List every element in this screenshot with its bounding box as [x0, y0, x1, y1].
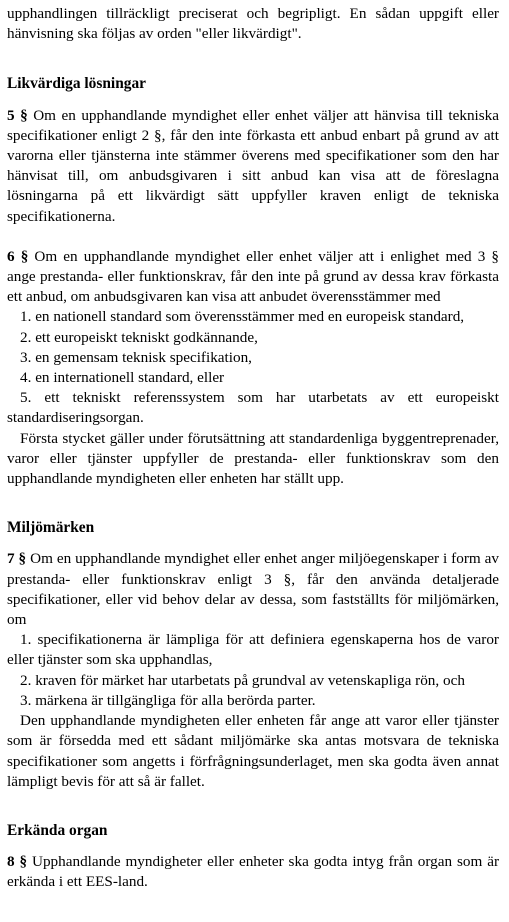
list-item: 2. kraven för märket har utarbetats på grundval av vetenskapliga rön, och	[20, 671, 465, 689]
paragraph-8-text: Upphandlande myndigheter eller enheter ska godta intyg från organ som är erkända i ett EES-land.	[7, 853, 500, 891]
paragraph-5-text: Om en upphandlande myndighet eller enhet väljer att hänvisa till tekniska specifikationer enligt 2 §, får den inte förkasta ett anbud enbart på grund av att varorna eller tjänsterna inte stämmer överens med specifikationer som den har hänvisat till, om anbudsgivaren i sitt anbud kan visa att de föreslagna lösningarna på ett likvärdigt sätt uppfyller kraven enligt de tekniska specifikationerna.	[7, 106, 500, 225]
section-number-8: 8 §	[7, 853, 28, 871]
list-item: 1. specifikationerna är lämpliga för att definiera egenskaperna hos de varor eller tjänster som ska upphandlas,	[7, 631, 499, 669]
heading-erkanda-organ: Erkända organ	[7, 821, 108, 839]
intro-paragraph: upphandlingen tillräckligt preciserat och begripligt. En sådan uppgift eller hänvisning ska följas av orden "eller likvärdigt".	[7, 5, 499, 43]
paragraph-7-followup: Den upphandlande myndigheten eller enheten får ange att varor eller tjänster som är försedda med ett sådant miljömärke ska antas motsvara de tekniska specifikationer som angetts i förfrågningsunderlaget, men ska godta även annat lämpligt bevis för att så är fallet.	[7, 712, 499, 790]
section-number-5: 5 §	[7, 106, 28, 124]
list-item: 5. ett tekniskt referenssystem som har utarbetats av ett europeiskt standardiseringsorgan.	[7, 389, 499, 427]
list-item: 3. märkena är tillgängliga för alla berörda parter.	[20, 691, 316, 709]
paragraph-6-followup: Första stycket gäller under förutsättning att standardenliga byggentreprenader, varor eller tjänster uppfyller de prestanda- eller funktionskrav som den upphandlande myndigheten eller enheten har ställt upp.	[7, 429, 499, 488]
paragraph-7-text: Om en upphandlande myndighet eller enhet anger miljöegenskaper i form av prestanda- eller funktionskrav enligt 3 §, får den använda detaljerade specifikationer, eller vid behov delar av dessa, som fastställts för miljömärken, om	[7, 550, 499, 629]
paragraph-6	[7, 247, 499, 308]
paragraph-8	[7, 852, 499, 892]
paragraph-7	[7, 549, 499, 630]
list-item: 3. en gemensam teknisk specifikation,	[20, 348, 252, 366]
heading-miljomarken: Miljömärken	[7, 519, 95, 537]
paragraph-6-text: Om en upphandlande myndighet eller enhet väljer att i enlighet med 3 § ange prestanda- eller funktionskrav, får den inte på grund av dessa krav förkasta ett anbud, om anbudsgivaren kan visa att anbudet överensstämmer med	[7, 247, 499, 306]
list-item: 4. en internationell standard, eller	[20, 369, 225, 387]
heading-likvardiga-losningar: Likvärdiga lösningar	[7, 75, 146, 93]
list-item: 1. en nationell standard som överensstämmer med en europeisk standard,	[20, 308, 465, 326]
paragraph-5	[7, 106, 499, 227]
section-number-6: 6 §	[7, 247, 29, 265]
section-number-7: 7 §	[7, 550, 27, 568]
document-page	[7, 0, 499, 893]
list-item: 2. ett europeiskt tekniskt godkännande,	[20, 328, 258, 346]
